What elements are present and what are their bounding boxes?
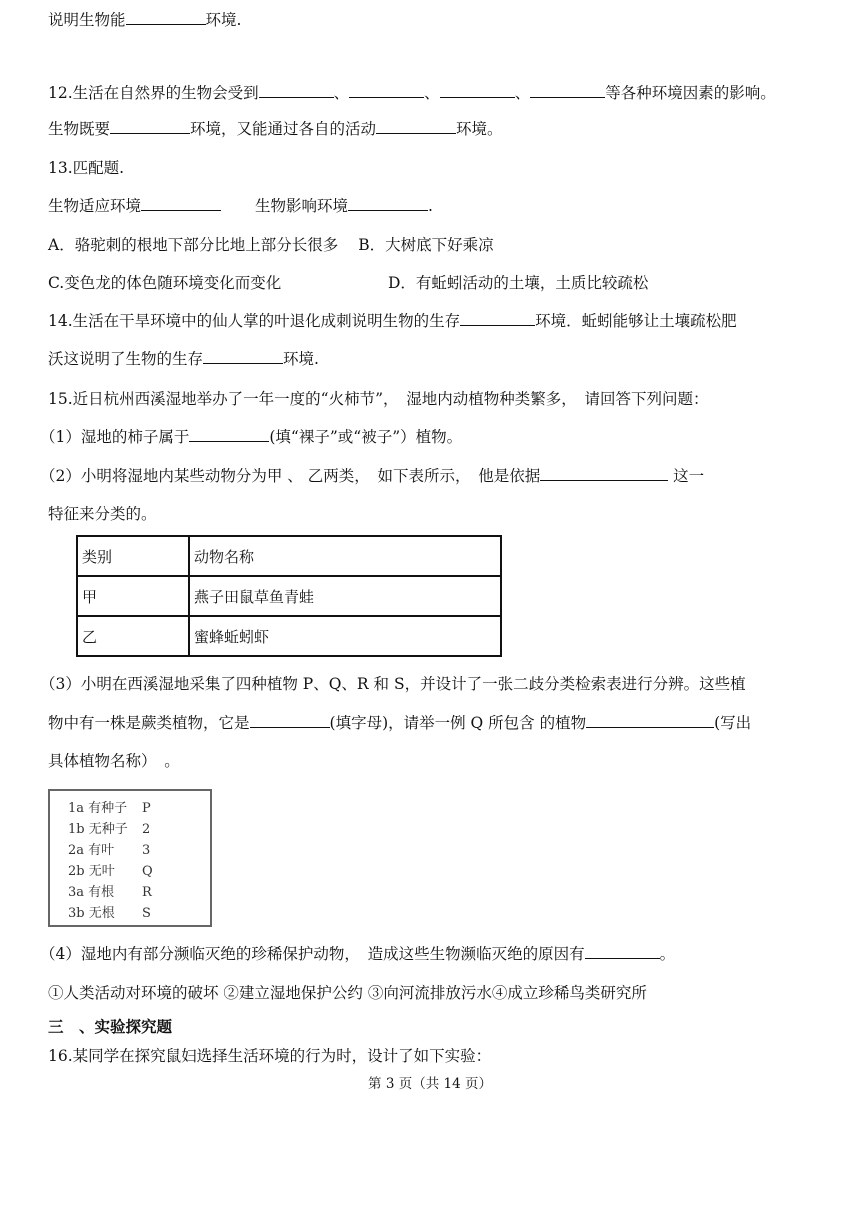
option-a: A．骆驼刺的根地下部分比地上部分长很多 [48, 236, 339, 254]
question-15-part3-line2: 物中有一株是蕨类植物，它是 (填字母)，请举一例 Q 所包含 的植物 (写出 [48, 714, 752, 732]
question-12-line2: 生物既要 环境，又能通过各自的活动 环境。 [48, 120, 503, 138]
answer-blank[interactable] [203, 349, 283, 364]
question-15-part4-options: ①人类活动对环境的破坏 ②建立湿地保护公约 ③向河流排放污水④成立珍稀鸟类研究所 [48, 984, 647, 1002]
answer-blank[interactable] [259, 83, 334, 98]
table-header-cell: 动物名称 [189, 536, 501, 576]
answer-blank[interactable] [460, 311, 535, 326]
question-13-title: 13.匹配题. [48, 159, 125, 177]
table-cell: 甲 [77, 576, 189, 616]
question-14-line1: 14.生活在干旱环境中的仙人掌的叶退化成刺说明生物的生存 环境．蚯蚓能够让土壤疏松肥 [48, 312, 737, 330]
option-d: D．有蚯蚓活动的土壤，土质比较疏松 [388, 274, 649, 292]
answer-blank[interactable] [376, 119, 456, 134]
animal-classification-table [76, 535, 502, 657]
question-15-intro: 15.近日杭州西溪湿地举办了一年一度的“火柿节”， 湿地内动植物种类繁多， 请回答下列问题： [48, 390, 709, 408]
table-header-cell: 类别 [77, 536, 189, 576]
option-c: C.变色龙的体色随环境变化而变化 [48, 274, 282, 292]
section-heading: 三 、实验探究题 [48, 1018, 173, 1036]
answer-blank[interactable] [530, 83, 605, 98]
answer-blank[interactable] [586, 713, 714, 728]
key-row: 2a 有叶 3 [68, 843, 151, 858]
line-adapt: 说明生物能 环境. [48, 11, 242, 29]
question-15-part2-line1: （2）小明将湿地内某些动物分为甲 、 乙两类， 如下表所示， 他是依据 这一 [40, 467, 705, 485]
key-row: 1b 无种子 2 [68, 822, 151, 837]
question-15-part3-line3: 具体植物名称） 。 [48, 752, 180, 770]
answer-blank[interactable] [585, 944, 660, 959]
answer-blank[interactable] [349, 83, 424, 98]
table-row [77, 616, 501, 656]
answer-blank[interactable] [440, 83, 515, 98]
answer-blank[interactable] [141, 196, 221, 211]
page-footer: 第 3 页（共 14 页） [368, 1076, 492, 1092]
table-cell: 燕子田鼠草鱼青蛙 [189, 576, 501, 616]
key-row: 3b 无根 S [68, 906, 151, 921]
key-row: 1a 有种子 P [68, 801, 151, 816]
question-13-options-cd [48, 273, 648, 293]
option-b: B．大树底下好乘凉 [358, 236, 494, 254]
answer-blank[interactable] [348, 196, 428, 211]
answer-blank[interactable] [189, 427, 269, 442]
question-12-line1: 12.生活在自然界的生物会受到 、 、 、 等各种环境因素的影响。 [48, 84, 776, 102]
question-15-part1: （1）湿地的柿子属于 (填“裸子”或“被子”）植物。 [40, 428, 463, 446]
question-15-part3-line1: （3）小明在西溪湿地采集了四种植物 P、Q、R 和 S，并设计了一张二歧分类检索表进行分辨。这些植 [40, 675, 746, 693]
key-row: 3a 有根 R [68, 885, 152, 900]
question-15-part2-line2: 特征来分类的。 [48, 505, 157, 523]
dichotomous-key-table [48, 789, 212, 927]
question-14-line2: 沃这说明了生物的生存 环境. [48, 350, 319, 368]
question-13-options-ab [48, 235, 494, 255]
table-cell: 蜜蜂蚯蚓虾 [189, 616, 501, 656]
table-row [77, 576, 501, 616]
answer-blank[interactable] [540, 466, 668, 481]
answer-blank[interactable] [250, 713, 330, 728]
answer-blank[interactable] [126, 10, 206, 25]
table-header-row [77, 536, 501, 576]
question-15-part4: （4）湿地内有部分濒临灭绝的珍稀保护动物， 造成这些生物濒临灭绝的原因有 。 [40, 945, 676, 963]
question-13-match: 生物适应环境 生物影响环境 . [48, 197, 433, 215]
table-cell: 乙 [77, 616, 189, 656]
key-row: 2b 无叶 Q [68, 864, 153, 879]
answer-blank[interactable] [110, 119, 190, 134]
question-16: 16.某同学在探究鼠妇选择生活环境的行为时，设计了如下实验： [48, 1047, 492, 1065]
